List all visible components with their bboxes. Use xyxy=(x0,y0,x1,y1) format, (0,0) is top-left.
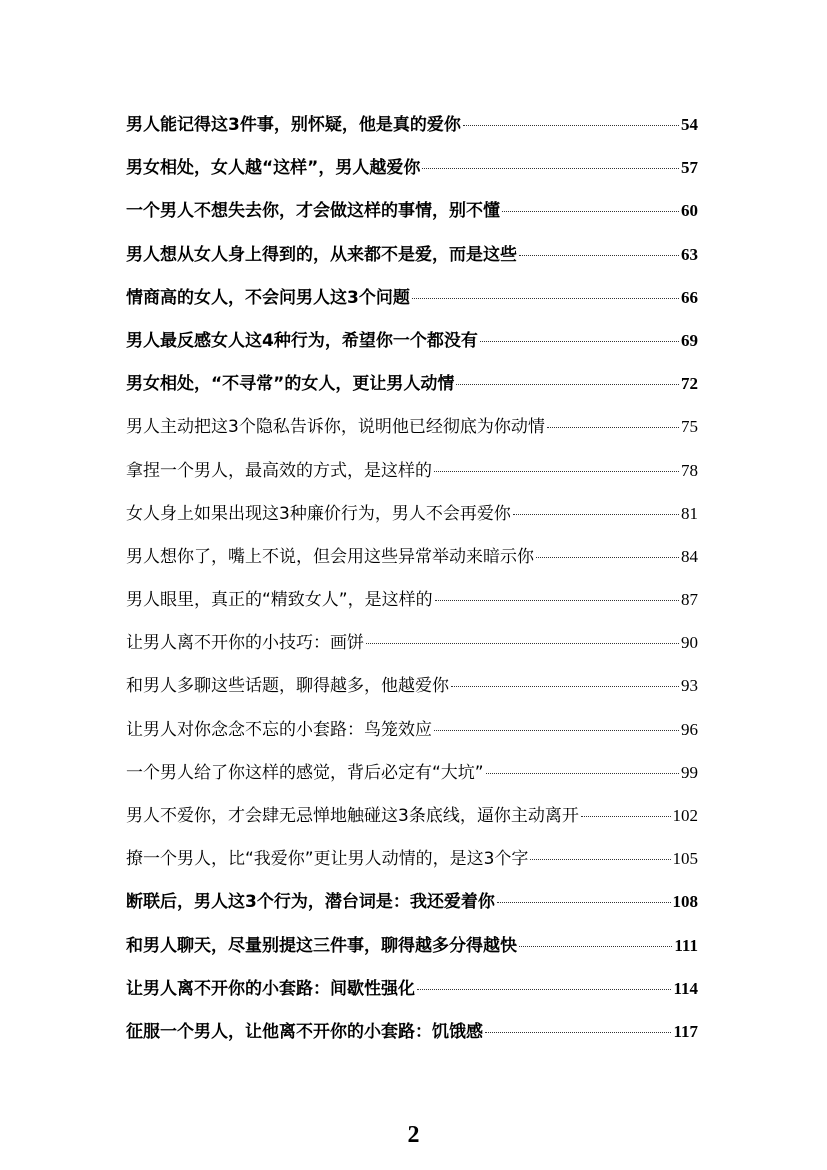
toc-entry[interactable] xyxy=(126,540,698,583)
toc-dot-leader xyxy=(519,946,672,947)
toc-entry-page: 63 xyxy=(681,244,698,264)
toc-entry[interactable] xyxy=(126,1015,698,1058)
toc-dot-leader xyxy=(412,298,679,299)
toc-entry-page: 90 xyxy=(681,633,698,653)
toc-entry-title: 断联后，男人这3个行为，潜台词是：我还爱着你 xyxy=(126,892,495,913)
toc-entry[interactable] xyxy=(126,281,698,324)
toc-entry-page: 93 xyxy=(681,676,698,696)
toc-entry-title: 让男人离不开你的小技巧：画饼 xyxy=(126,633,364,654)
toc-entry-title: 拿捏一个男人，最高效的方式，是这样的 xyxy=(126,460,432,481)
page-number: 2 xyxy=(407,1122,420,1148)
toc-entry-page: 102 xyxy=(672,806,698,825)
toc-entry[interactable] xyxy=(126,324,698,367)
toc-dot-leader xyxy=(519,255,679,256)
toc-entry[interactable] xyxy=(126,669,698,712)
toc-entry-page: 66 xyxy=(681,287,698,307)
toc-entry[interactable] xyxy=(126,929,698,972)
toc-entry-title: 征服一个男人，让他离不开你的小套路：饥饿感 xyxy=(126,1021,483,1042)
toc-entry-page: 96 xyxy=(681,719,698,739)
toc-dot-leader xyxy=(434,471,679,472)
toc-dot-leader xyxy=(486,773,679,774)
toc-entry[interactable] xyxy=(126,583,698,626)
toc-entry-page: 99 xyxy=(681,762,698,782)
toc-entry-title: 男人眼里，真正的“精致女人”，是这样的 xyxy=(126,590,433,611)
toc-entry-page: 114 xyxy=(673,978,698,998)
toc-dot-leader xyxy=(422,168,679,169)
toc-entry-title: 撩一个男人，比“我爱你”更让男人动情的，是这3个字 xyxy=(126,849,529,870)
toc-entry[interactable] xyxy=(126,972,698,1015)
toc-entry[interactable] xyxy=(126,885,698,928)
toc-entry-title: 男人主动把这3个隐私告诉你，说明他已经彻底为你动情 xyxy=(126,417,545,438)
toc-entry-title: 男人想你了，嘴上不说，但会用这些异常举动来暗示你 xyxy=(126,546,534,567)
toc-entry[interactable] xyxy=(126,238,698,281)
toc-dot-leader xyxy=(480,341,679,342)
toc-entry-page: 105 xyxy=(672,849,698,869)
toc-dot-leader xyxy=(451,686,679,687)
toc-entry-title: 让男人对你念念不忘的小套路：鸟笼效应 xyxy=(126,719,432,740)
toc-dot-leader xyxy=(417,989,671,990)
toc-dot-leader xyxy=(435,600,679,601)
toc-entry[interactable] xyxy=(126,367,698,410)
toc-entry-title: 男人想从女人身上得到的，从来都不是爱，而是这些 xyxy=(126,244,517,265)
toc-entry[interactable] xyxy=(126,799,698,842)
toc-entry-title: 和男人多聊这些话题，聊得越多，他越爱你 xyxy=(126,676,449,697)
toc-entry-title: 男人不爱你，才会肆无忌惮地触碰这3条底线，逼你主动离开 xyxy=(126,806,579,826)
toc-dot-leader xyxy=(463,125,679,126)
toc-entry-page: 87 xyxy=(681,590,698,610)
toc-dot-leader xyxy=(502,211,679,212)
toc-entry-title: 女人身上如果出现这3种廉价行为，男人不会再爱你 xyxy=(126,503,511,524)
toc-dot-leader xyxy=(456,384,679,385)
toc-entry[interactable] xyxy=(126,626,698,669)
toc-dot-leader xyxy=(366,643,679,644)
toc-entry-page: 57 xyxy=(681,158,698,178)
toc-entry-title: 男女相处，女人越“这样”，男人越爱你 xyxy=(126,158,421,179)
toc-entry-title: 让男人离不开你的小套路：间歇性强化 xyxy=(126,978,415,999)
toc-entry-page: 75 xyxy=(681,417,698,437)
toc-entry-page: 54 xyxy=(681,115,698,134)
toc-dot-leader xyxy=(536,557,679,558)
table-of-contents xyxy=(126,108,698,1058)
toc-entry[interactable] xyxy=(126,756,698,799)
toc-entry[interactable] xyxy=(126,151,698,194)
toc-entry[interactable] xyxy=(126,410,698,453)
toc-entry-title: 情商高的女人，不会问男人这3个问题 xyxy=(126,287,410,308)
toc-entry-page: 60 xyxy=(681,201,698,221)
toc-dot-leader xyxy=(547,427,679,428)
toc-entry-title: 男人最反感女人这4种行为，希望你一个都没有 xyxy=(126,330,478,351)
toc-entry-page: 108 xyxy=(672,892,698,912)
toc-dot-leader xyxy=(581,816,671,817)
toc-entry-title: 和男人聊天，尽量别提这三件事，聊得越多分得越快 xyxy=(126,935,517,956)
toc-entry-title: 一个男人给了你这样的感觉，背后必定有“大坑” xyxy=(126,762,484,783)
toc-entry-title: 一个男人不想失去你，才会做这样的事情，别不懂 xyxy=(126,201,500,222)
toc-entry-page: 78 xyxy=(681,460,698,480)
toc-dot-leader xyxy=(497,902,671,903)
toc-entry[interactable] xyxy=(126,842,698,885)
toc-entry[interactable] xyxy=(126,713,698,756)
toc-entry[interactable] xyxy=(126,454,698,497)
toc-entry-title: 男女相处，“不寻常”的女人，更让男人动情 xyxy=(126,374,455,395)
toc-entry-page: 117 xyxy=(673,1021,698,1041)
toc-entry-page: 69 xyxy=(681,330,698,350)
toc-entry-page: 111 xyxy=(674,935,698,955)
toc-entry-page: 81 xyxy=(681,503,698,523)
toc-entry-page: 72 xyxy=(681,374,698,394)
toc-entry-page: 84 xyxy=(681,546,698,566)
toc-dot-leader xyxy=(530,859,670,860)
toc-entry[interactable] xyxy=(126,108,698,151)
toc-entry-title: 男人能记得这3件事，别怀疑，他是真的爱你 xyxy=(126,115,461,135)
toc-entry[interactable] xyxy=(126,497,698,540)
toc-dot-leader xyxy=(513,514,679,515)
toc-entry[interactable] xyxy=(126,194,698,237)
toc-dot-leader xyxy=(485,1032,671,1033)
toc-dot-leader xyxy=(434,730,679,731)
